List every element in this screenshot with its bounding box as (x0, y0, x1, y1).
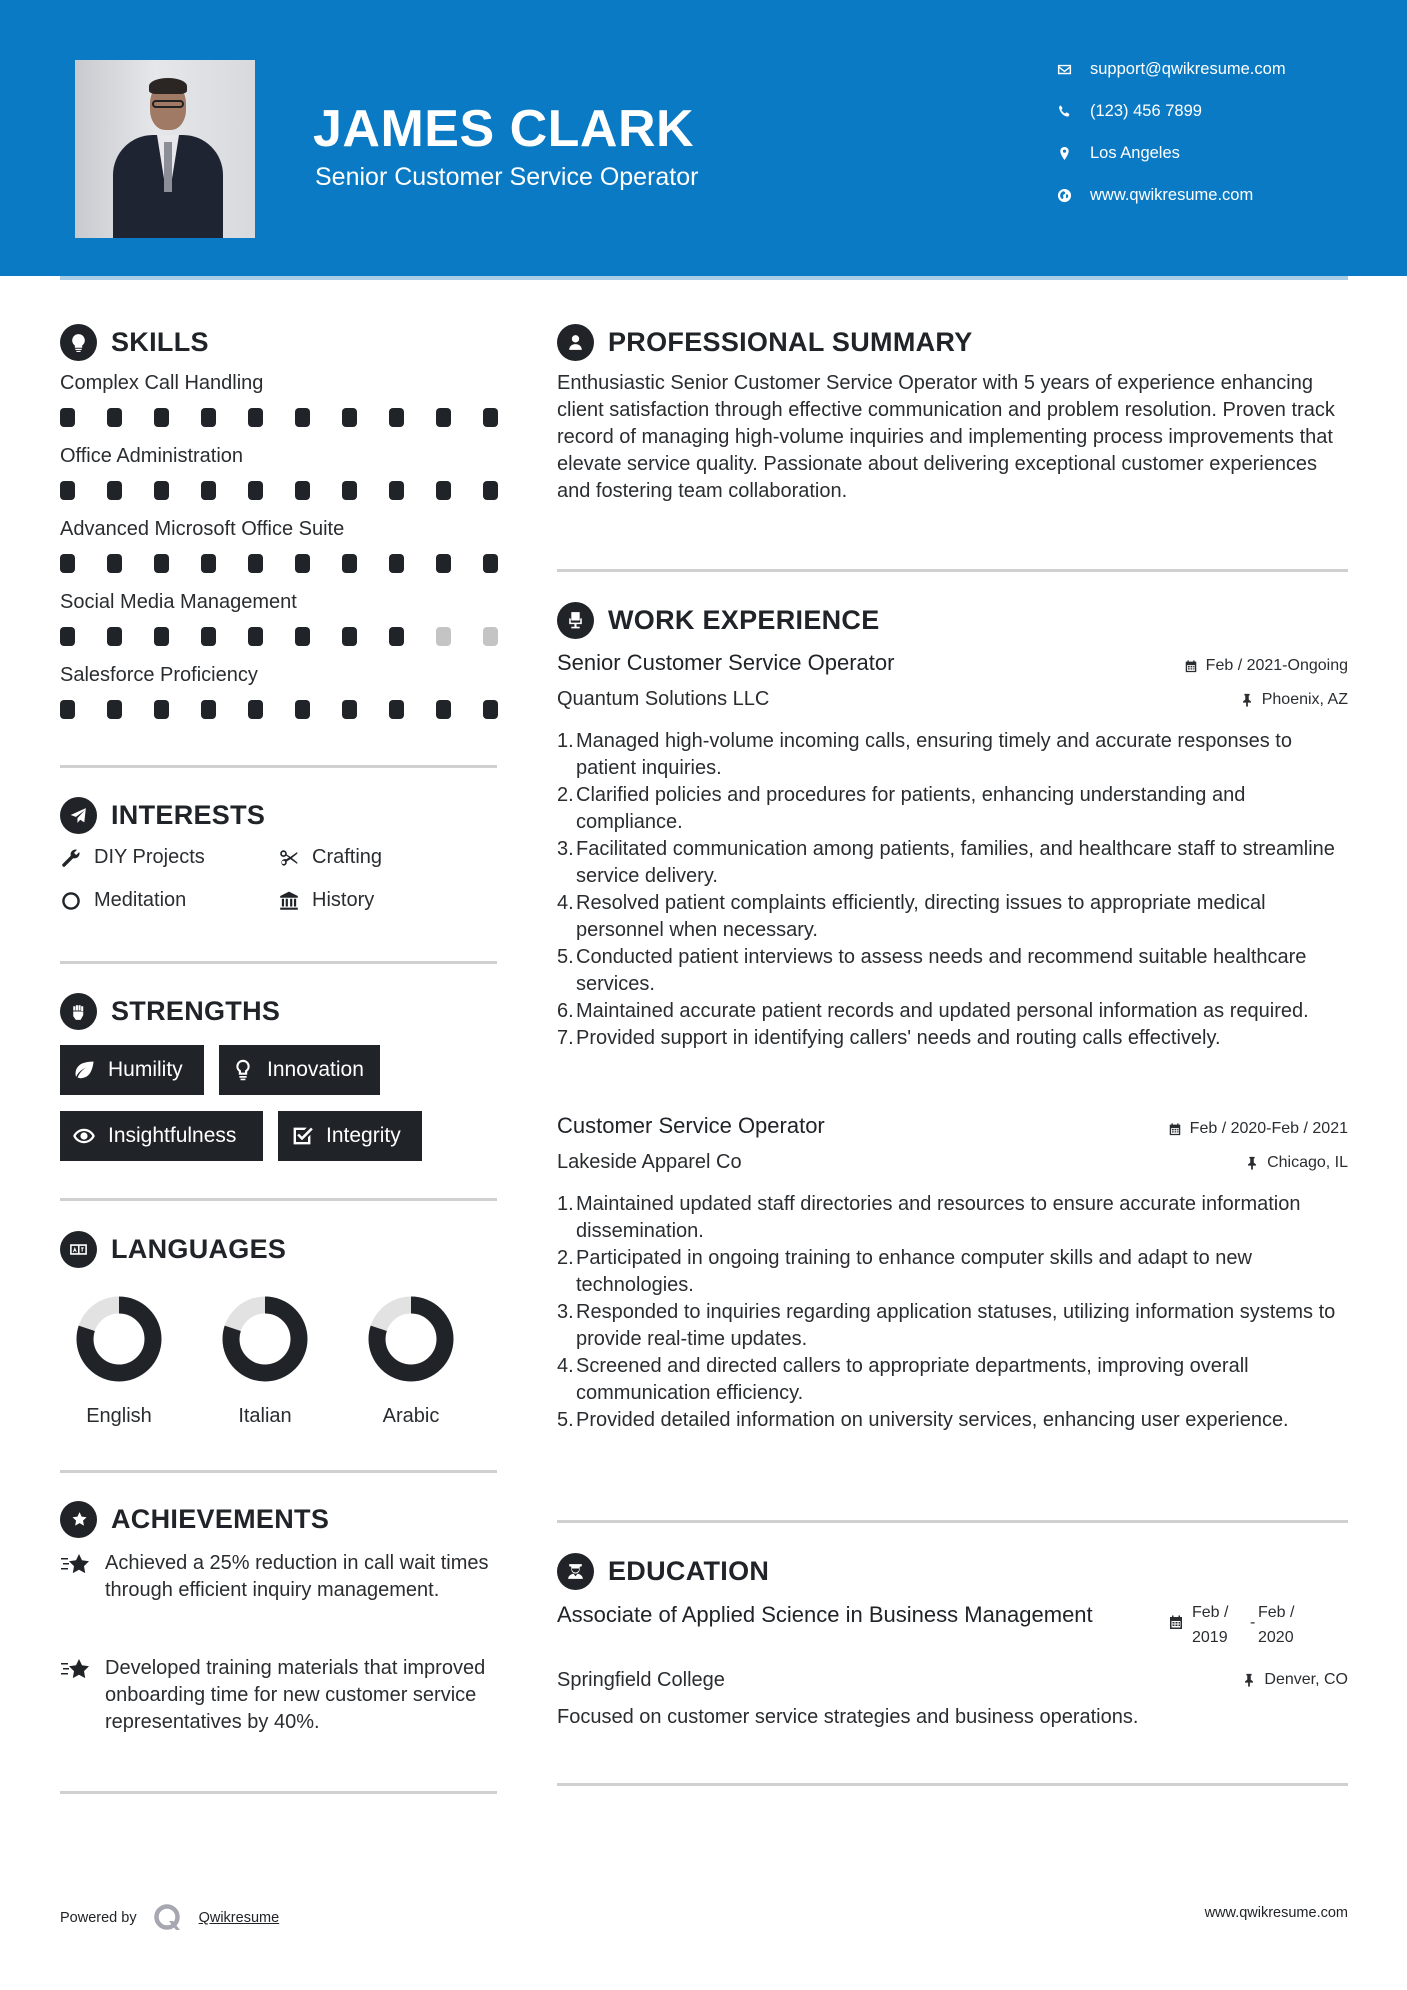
pushpin-icon (1240, 693, 1254, 707)
pushpin-icon (1245, 1156, 1259, 1170)
skill-rating (60, 700, 530, 719)
shooting-star-icon (60, 1552, 92, 1578)
strength-tag: Innovation (219, 1045, 380, 1095)
achievement-item: Achieved a 25% reduction in call wait times through efficient inquiry management. (60, 1550, 500, 1604)
job-duties (557, 1191, 1352, 1434)
profile-photo (75, 60, 255, 238)
footer-powered-by: Powered by Qwikresume (60, 1903, 279, 1933)
interest-item: Crafting (278, 846, 382, 869)
contact-email[interactable]: support@qwikresume.com (1055, 58, 1286, 80)
education-dates: Feb / 2019 - Feb / 2020 (1168, 1600, 1308, 1650)
summary-text: Enthusiastic Senior Customer Service Operator with 5 years of experience enhancing client satisfaction through effective communication and problem resolution. Proven track record of managing high-volume inquiries and implementing process improvements that elevate service quality. Passionate about delivering exceptional customer experiences and fostering team collaboration. (557, 372, 1335, 502)
scissors-icon (278, 847, 300, 869)
header-underline (60, 276, 1348, 280)
language-italian: Italian (210, 1295, 320, 1428)
summary-heading: PROFESSIONAL SUMMARY (557, 324, 973, 361)
lightbulb-icon (60, 324, 97, 361)
candidate-name: JAMES CLARK (313, 100, 695, 158)
strength-tag: Insightfulness (60, 1111, 263, 1161)
duty-item: 4. Resolved patient complaints efficiently, directing issues to appropriate medical personnel when necessary. (557, 892, 1266, 941)
skill-label: Salesforce Proficiency (60, 664, 258, 686)
skill-label: Advanced Microsoft Office Suite (60, 518, 345, 540)
footer-website[interactable]: www.qwikresume.com (1204, 1905, 1348, 1921)
skill-label: Complex Call Handling (60, 372, 264, 394)
duty-item: 5. Provided detailed information on university services, enhancing user experience. (557, 1409, 1289, 1431)
proficiency-donut (367, 1295, 455, 1383)
calendar-icon (1184, 659, 1198, 673)
calendar-icon (1168, 1122, 1182, 1136)
degree-title: Associate of Applied Science in Business Management (557, 1602, 1093, 1627)
qwikresume-link[interactable]: Qwikresume (198, 1910, 280, 1926)
job-dates: Feb / 2021-Ongoing (1184, 657, 1348, 675)
job-company: Lakeside Apparel Co (557, 1151, 742, 1173)
paper-plane-icon (60, 797, 97, 834)
job-title: Customer Service Operator (557, 1113, 825, 1138)
duty-item: 2. Clarified policies and procedures for patients, enhancing understanding and compliance. (557, 784, 1246, 833)
globe-icon (1055, 186, 1073, 204)
strength-tag: Humility (60, 1045, 204, 1095)
section-divider (60, 961, 497, 964)
user-icon (557, 324, 594, 361)
skill-rating (60, 481, 530, 500)
phone-icon (1055, 102, 1073, 120)
interest-item: History (278, 889, 374, 912)
section-divider (60, 1470, 497, 1473)
pushpin-icon (1242, 1673, 1256, 1687)
strength-tag: Integrity (278, 1111, 422, 1161)
school-name: Springfield College (557, 1669, 725, 1691)
education-heading: EDUCATION (557, 1553, 769, 1590)
experience-heading: WORK EXPERIENCE (557, 602, 880, 639)
job-duties (557, 728, 1352, 1052)
job-location: Chicago, IL (1245, 1154, 1348, 1172)
shooting-star-icon (60, 1657, 92, 1683)
duty-item: 6. Maintained accurate patient records and updated personal information as required. (557, 1000, 1309, 1022)
language-english: English (64, 1295, 174, 1428)
contact-phone[interactable]: (123) 456 7899 (1055, 100, 1202, 122)
header-banner (0, 0, 1407, 276)
lightbulb-icon (231, 1058, 255, 1082)
section-divider (60, 765, 497, 768)
job-dates: Feb / 2020-Feb / 2021 (1168, 1120, 1348, 1138)
proficiency-donut (75, 1295, 163, 1383)
checkbox-icon (290, 1124, 314, 1148)
section-divider (557, 569, 1348, 572)
job-company: Quantum Solutions LLC (557, 688, 770, 710)
achievement-item: Developed training materials that improved onboarding time for new customer service representatives by 40%. (60, 1655, 500, 1736)
duty-item: 1. Managed high-volume incoming calls, ensuring timely and accurate responses to patient inquiries. (557, 730, 1292, 779)
skill-rating (60, 627, 530, 646)
strengths-heading: STRENGTHS (60, 993, 280, 1030)
duty-item: 4. Screened and directed callers to appropriate departments, improving overall communication efficiency. (557, 1355, 1249, 1404)
qwikresume-logo-icon (153, 1903, 183, 1933)
job-title: Senior Customer Service Operator (557, 650, 895, 675)
calendar-icon (1168, 1614, 1184, 1630)
job-location: Phoenix, AZ (1240, 691, 1348, 709)
skill-rating (60, 408, 530, 427)
contact-location: Los Angeles (1055, 142, 1180, 164)
proficiency-donut (221, 1295, 309, 1383)
education-location: Denver, CO (1242, 1671, 1348, 1689)
interests-heading: INTERESTS (60, 797, 265, 834)
education-description: Focused on customer service strategies and business operations. (557, 1706, 1139, 1728)
map-pin-icon (1055, 144, 1073, 162)
star-badge-icon (60, 1501, 97, 1538)
section-divider (557, 1783, 1348, 1786)
duty-item: 1. Maintained updated staff directories and resources to ensure accurate information dissemination. (557, 1193, 1301, 1242)
wrench-icon (60, 847, 82, 869)
candidate-title: Senior Customer Service Operator (315, 163, 699, 191)
envelope-icon (1055, 60, 1073, 78)
translate-icon (60, 1231, 97, 1268)
leaf-icon (72, 1058, 96, 1082)
section-divider (60, 1198, 497, 1201)
duty-item: 5. Conducted patient interviews to assess needs and recommend suitable healthcare services. (557, 946, 1307, 995)
skills-heading: SKILLS (60, 324, 209, 361)
museum-icon (278, 890, 300, 912)
section-divider (60, 1791, 497, 1794)
skill-label: Social Media Management (60, 591, 297, 613)
graduate-icon (557, 1553, 594, 1590)
skill-label: Office Administration (60, 445, 244, 467)
interest-item: DIY Projects (60, 846, 205, 869)
duty-item: 3. Facilitated communication among patients, families, and healthcare staff to streamline service delivery. (557, 838, 1335, 887)
section-divider (557, 1520, 1348, 1523)
interest-item: Meditation (60, 889, 186, 912)
skill-rating (60, 554, 530, 573)
duty-item: 7. Provided support in identifying callers' needs and routing calls effectively. (557, 1027, 1221, 1049)
office-chair-icon (557, 602, 594, 639)
language-arabic: Arabic (356, 1295, 466, 1428)
duty-item: 3. Responded to inquiries regarding application statuses, utilizing information systems to provide real-time updates. (557, 1301, 1336, 1350)
duty-item: 2. Participated in ongoing training to enhance computer skills and adapt to new technologies. (557, 1247, 1252, 1296)
contact-website[interactable]: www.qwikresume.com (1055, 184, 1253, 206)
fist-icon (60, 993, 97, 1030)
eye-icon (72, 1124, 96, 1148)
circle-icon (60, 890, 82, 912)
languages-heading: LANGUAGES (60, 1231, 286, 1268)
achievements-heading: ACHIEVEMENTS (60, 1501, 329, 1538)
